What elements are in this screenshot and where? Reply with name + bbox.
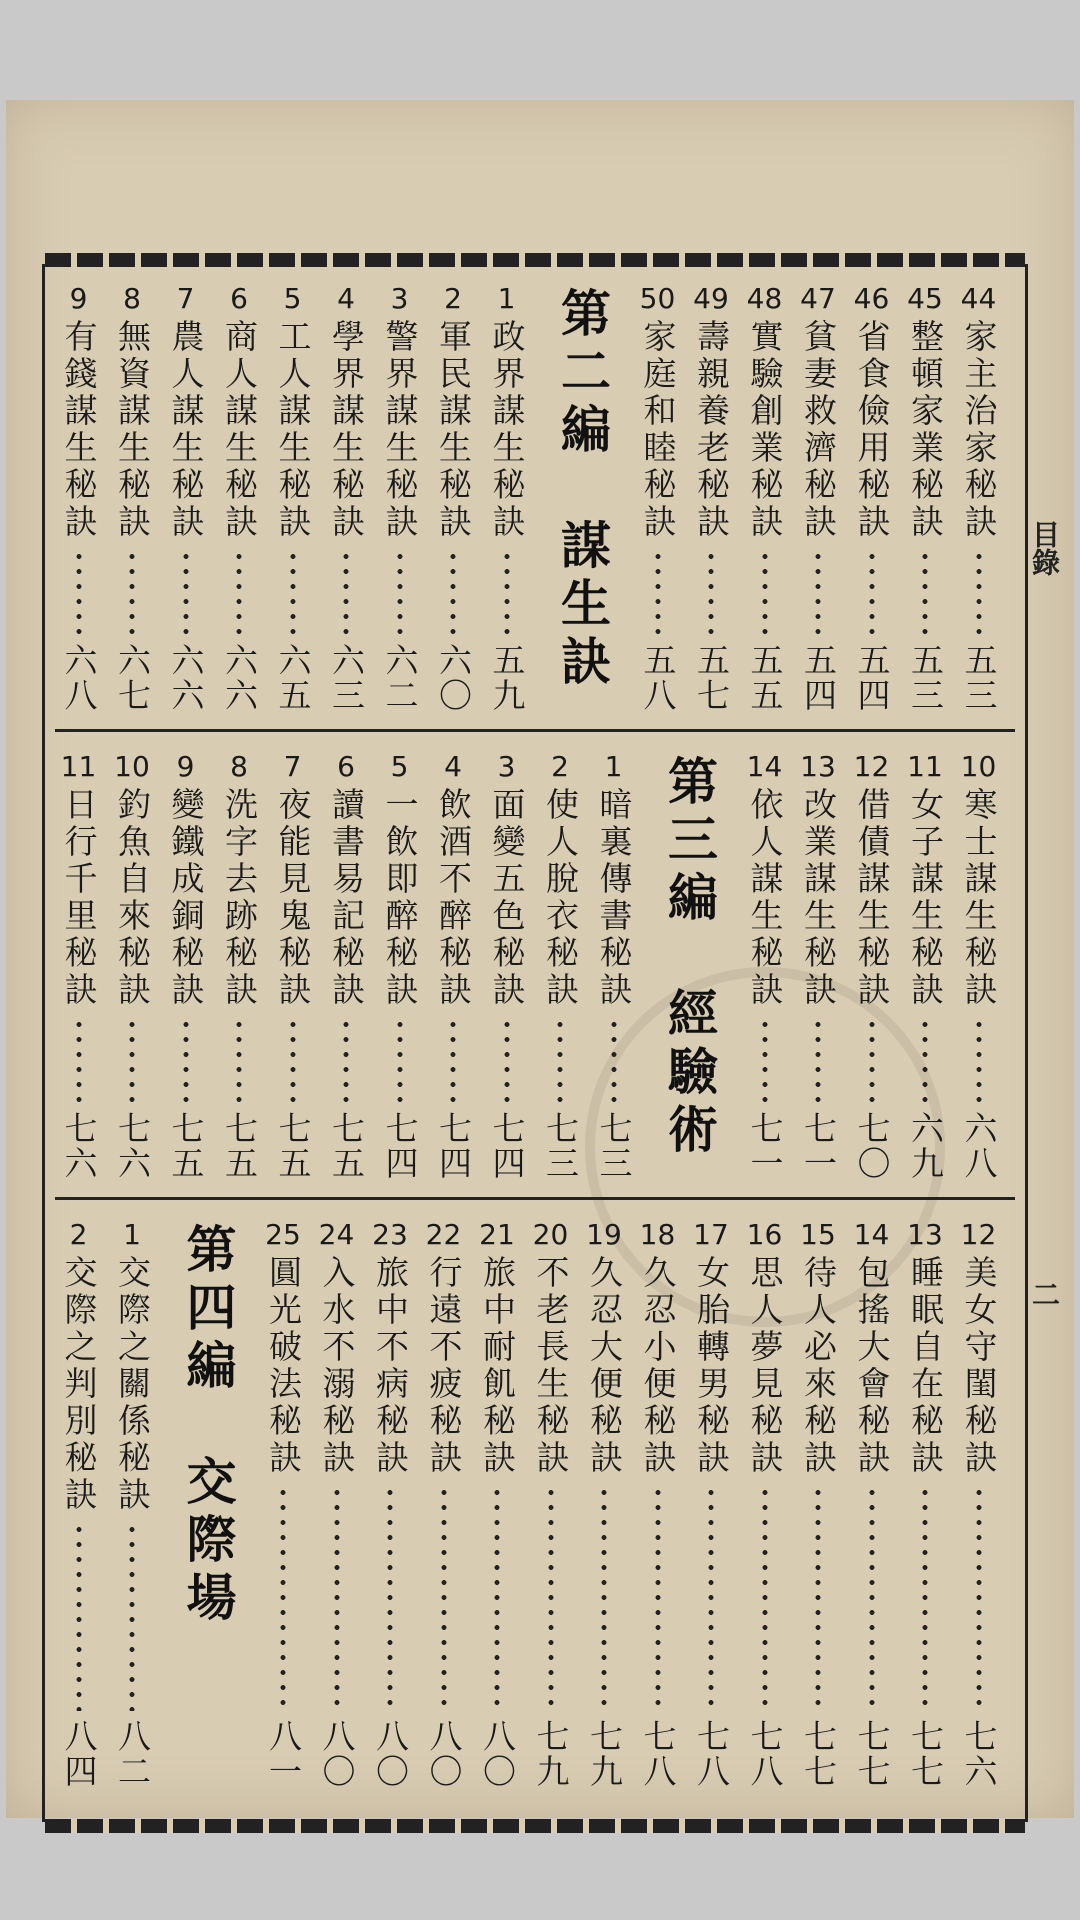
dot-leader [557, 1017, 563, 1103]
entry-number: 12 [960, 1218, 997, 1251]
dot-leader [922, 1485, 928, 1711]
dot-leader [762, 549, 768, 635]
contents-entry [428, 749, 478, 1181]
dot-leader [976, 549, 982, 635]
entry-page: 七四 [487, 1111, 527, 1181]
entry-number: 21 [479, 1218, 515, 1251]
section-heading: 第四編 交際場 [178, 1223, 238, 1629]
section-heading: 第二編 謀生訣 [553, 287, 612, 693]
dot-leader [922, 1017, 928, 1103]
entry-number: 9 [69, 282, 88, 315]
divider [55, 1197, 1015, 1200]
entry-page: 七七 [906, 1719, 945, 1789]
entry-page: 六八 [59, 643, 99, 713]
entry-number: 1 [604, 750, 623, 783]
entry-page: 八二 [113, 1719, 152, 1789]
contents-entry [900, 281, 950, 713]
dot-leader [236, 1017, 242, 1103]
entry-number: 50 [639, 282, 676, 315]
entry-number: 25 [265, 1218, 301, 1251]
entry-number: 18 [639, 1218, 676, 1251]
dot-leader [708, 1485, 714, 1711]
entry-number: 7 [176, 282, 195, 315]
entry-title: 工人謀生秘訣 [273, 319, 313, 541]
entry-page: 六七 [113, 643, 152, 713]
entry-title: 改業謀生秘訣 [799, 787, 838, 1009]
entry-number: 16 [746, 1218, 783, 1251]
entry-number: 4 [444, 750, 462, 783]
book-page [6, 100, 1074, 1818]
contents-entry [472, 1217, 522, 1789]
entry-title: 交際之判別秘訣 [59, 1255, 99, 1514]
entry-page: 七一 [745, 1111, 785, 1181]
contents-entry [268, 281, 318, 713]
entry-title: 暗裏傳書秘訣 [594, 787, 634, 1009]
dot-leader [290, 1017, 296, 1103]
contents-entry [589, 749, 639, 1181]
entry-title: 省食儉用秘訣 [852, 319, 892, 541]
entry-number: 11 [60, 750, 97, 783]
contents-entry [954, 749, 1004, 1181]
contents-band-1 [45, 267, 1025, 727]
contents-entry [740, 281, 790, 713]
contents-entry [535, 749, 585, 1181]
entry-title: 面變五色秘訣 [487, 787, 527, 1009]
entry-title: 無資謀生秘訣 [113, 319, 152, 541]
dot-leader [548, 1485, 554, 1711]
dot-leader [183, 549, 189, 635]
entry-title: 軍民謀生秘訣 [434, 319, 473, 541]
entry-page: 七三 [594, 1111, 634, 1181]
entry-page: 六八 [959, 1111, 999, 1181]
entry-page: 六二 [380, 643, 420, 713]
dot-leader [387, 1485, 393, 1711]
entry-page: 七四 [380, 1111, 420, 1181]
entry-page: 五七 [692, 643, 731, 713]
contents-entry [161, 749, 211, 1181]
entry-number: 2 [69, 1218, 88, 1251]
entry-number: 5 [283, 282, 302, 315]
entry-page: 七五 [327, 1111, 366, 1181]
dot-leader [397, 1017, 403, 1103]
contents-entry [482, 281, 532, 713]
contents-entry [793, 1217, 843, 1789]
entry-page: 六六 [166, 643, 206, 713]
entry-number: 9 [176, 750, 195, 783]
entry-title: 交際之關係秘訣 [113, 1255, 152, 1514]
running-header: 目錄 [1028, 520, 1061, 576]
dot-leader [183, 1017, 189, 1103]
dot-leader [815, 1485, 821, 1711]
contents-entry [633, 1217, 683, 1789]
ornamental-border-bottom [45, 1819, 1025, 1833]
dot-leader [343, 1017, 349, 1103]
entry-page: 六〇 [434, 643, 473, 713]
entry-page: 七九 [531, 1719, 571, 1789]
dot-leader [397, 549, 403, 635]
entry-title: 美女守閨秘訣 [959, 1255, 999, 1477]
entry-number: 49 [693, 282, 729, 315]
entry-page: 七八 [692, 1719, 731, 1789]
contents-entry [526, 1217, 576, 1789]
entry-page: 七〇 [852, 1111, 892, 1181]
entry-number: 4 [337, 282, 355, 315]
contents-entry [686, 281, 736, 713]
entry-page: 六五 [273, 643, 313, 713]
contents-entry [428, 281, 478, 713]
dot-leader [922, 549, 928, 635]
entry-number: 12 [853, 750, 890, 783]
entry-title: 學界謀生秘訣 [327, 319, 366, 541]
entry-number: 6 [337, 750, 355, 783]
dot-leader [869, 1485, 875, 1711]
entry-page: 六三 [327, 643, 366, 713]
contents-entry [954, 1217, 1004, 1789]
entry-title: 圓光破法秘訣 [264, 1255, 303, 1477]
dot-leader [76, 1522, 82, 1711]
entry-number: 5 [390, 750, 409, 783]
contents-entry [107, 281, 157, 713]
dot-leader [76, 1017, 82, 1103]
contents-entry [740, 1217, 790, 1789]
entry-page: 七八 [638, 1719, 678, 1789]
entry-title: 洗字去跡秘訣 [220, 787, 259, 1009]
entry-number: 46 [853, 282, 890, 315]
entry-title: 不老長生秘訣 [531, 1255, 571, 1477]
contents-entry [686, 1217, 736, 1789]
entry-title: 警界謀生秘訣 [380, 319, 420, 541]
entry-number: 2 [444, 282, 462, 315]
contents-entry [793, 281, 843, 713]
entry-number: 14 [746, 750, 783, 783]
contents-entry [847, 281, 897, 713]
entry-number: 15 [800, 1218, 836, 1251]
entry-number: 3 [497, 750, 516, 783]
dot-leader [869, 1017, 875, 1103]
contents-entry [321, 749, 371, 1181]
contents-entry [419, 1217, 469, 1789]
dot-leader [343, 549, 349, 635]
dot-leader [450, 549, 456, 635]
entry-title: 整頓家業秘訣 [906, 319, 945, 541]
entry-number: 14 [853, 1218, 890, 1251]
entry-number: 1 [123, 1218, 141, 1251]
entry-title: 實驗創業秘訣 [745, 319, 785, 541]
entry-title: 夜能見鬼秘訣 [273, 787, 313, 1009]
dot-leader [655, 1485, 661, 1711]
contents-entry [161, 281, 211, 713]
entry-number: 19 [586, 1218, 622, 1251]
entry-number: 45 [907, 282, 943, 315]
contents-entry [847, 749, 897, 1181]
entry-title: 家庭和睦秘訣 [638, 319, 678, 541]
entry-number: 13 [800, 750, 836, 783]
contents-entry [258, 1217, 308, 1789]
entry-page: 七九 [585, 1719, 624, 1789]
contents-entry [900, 1217, 950, 1789]
contents-frame [42, 264, 1028, 1822]
entry-title: 久忍小便秘訣 [638, 1255, 678, 1477]
contents-entry [847, 1217, 897, 1789]
dot-leader [601, 1485, 607, 1711]
entry-page: 七一 [799, 1111, 838, 1181]
entry-number: 17 [693, 1218, 729, 1251]
dot-leader [504, 1017, 510, 1103]
entry-title: 依人謀生秘訣 [745, 787, 785, 1009]
dot-leader [976, 1485, 982, 1711]
dot-leader [815, 549, 821, 635]
entry-page: 八〇 [371, 1719, 410, 1789]
entry-title: 飲酒不醉秘訣 [434, 787, 473, 1009]
dot-leader [450, 1017, 456, 1103]
entry-number: 11 [907, 750, 943, 783]
entry-title: 讀書易記秘訣 [327, 787, 366, 1009]
dot-leader [869, 549, 875, 635]
contents-entry [54, 281, 104, 713]
entry-page: 七七 [852, 1719, 892, 1789]
entry-title: 待人必來秘訣 [799, 1255, 838, 1477]
entry-page: 七六 [959, 1719, 999, 1789]
entry-title: 日行千里秘訣 [59, 787, 99, 1009]
dot-leader [280, 1485, 286, 1711]
entry-title: 久忍大便秘訣 [585, 1255, 624, 1477]
entry-page: 五四 [799, 643, 838, 713]
entry-page: 六六 [220, 643, 259, 713]
entry-number: 13 [907, 1218, 943, 1251]
entry-title: 思人夢見秘訣 [745, 1255, 785, 1477]
entry-title: 有錢謀生秘訣 [59, 319, 99, 541]
dot-leader [504, 549, 510, 635]
entry-title: 女胎轉男秘訣 [692, 1255, 731, 1477]
contents-entry [740, 749, 790, 1181]
contents-entry [365, 1217, 415, 1789]
entry-number: 24 [318, 1218, 355, 1251]
contents-entry [482, 749, 532, 1181]
contents-entry [107, 749, 157, 1181]
contents-entry [375, 749, 425, 1181]
entry-title: 農人謀生秘訣 [166, 319, 206, 541]
entry-page: 五四 [852, 643, 892, 713]
entry-number: 20 [532, 1218, 569, 1251]
entry-number: 44 [960, 282, 997, 315]
entry-page: 七六 [59, 1111, 99, 1181]
entry-number: 8 [230, 750, 248, 783]
entry-number: 8 [123, 282, 141, 315]
entry-number: 48 [746, 282, 783, 315]
dot-leader [815, 1017, 821, 1103]
entry-number: 7 [283, 750, 302, 783]
entry-page: 五三 [906, 643, 945, 713]
entry-title: 變鐵成銅秘訣 [166, 787, 206, 1009]
entry-title: 一飲即醉秘訣 [380, 787, 420, 1009]
entry-number: 47 [800, 282, 836, 315]
dot-leader [611, 1017, 617, 1103]
entry-title: 寒士謀生秘訣 [959, 787, 999, 1009]
dot-leader [441, 1485, 447, 1711]
entry-number: 22 [425, 1218, 462, 1251]
entry-title: 入水不溺秘訣 [317, 1255, 357, 1477]
entry-number: 23 [372, 1218, 408, 1251]
entry-page: 七四 [434, 1111, 473, 1181]
entry-page: 七五 [166, 1111, 206, 1181]
entry-title: 包搖大會秘訣 [852, 1255, 892, 1477]
dot-leader [655, 549, 661, 635]
contents-entry [312, 1217, 362, 1789]
contents-entry [900, 749, 950, 1181]
entry-number: 6 [230, 282, 248, 315]
dot-leader [762, 1485, 768, 1711]
entry-page: 八〇 [317, 1719, 357, 1789]
dot-leader [76, 549, 82, 635]
entry-page: 六九 [906, 1111, 945, 1181]
entry-title: 家主治家秘訣 [959, 319, 999, 541]
entry-title: 旅中耐飢秘訣 [478, 1255, 517, 1477]
contents-band-2 [45, 735, 1025, 1195]
entry-page: 五五 [745, 643, 785, 713]
entry-number: 2 [551, 750, 569, 783]
contents-entry [268, 749, 318, 1181]
entry-page: 七五 [273, 1111, 313, 1181]
entry-title: 壽親養老秘訣 [692, 319, 731, 541]
contents-entry [54, 1217, 104, 1789]
contents-entry [375, 281, 425, 713]
entry-title: 商人謀生秘訣 [220, 319, 259, 541]
dot-leader [494, 1485, 500, 1711]
dot-leader [708, 549, 714, 635]
contents-entry [214, 749, 264, 1181]
entry-title: 睡眠自在秘訣 [906, 1255, 945, 1477]
contents-entry [793, 749, 843, 1181]
contents-entry [579, 1217, 629, 1789]
contents-band-3 [45, 1203, 1025, 1803]
dot-leader [976, 1017, 982, 1103]
entry-title: 旅中不病秘訣 [371, 1255, 410, 1477]
dot-leader [129, 1017, 135, 1103]
contents-entry [54, 749, 104, 1181]
contents-entry [954, 281, 1004, 713]
entry-number: 1 [497, 282, 516, 315]
entry-title: 政界謀生秘訣 [487, 319, 527, 541]
divider [55, 729, 1015, 732]
dot-leader [762, 1017, 768, 1103]
entry-page: 五三 [959, 643, 999, 713]
entry-title: 行遠不疲秘訣 [424, 1255, 464, 1477]
contents-entry [107, 1217, 157, 1789]
dot-leader [290, 549, 296, 635]
entry-title: 女子謀生秘訣 [906, 787, 945, 1009]
entry-page: 七八 [745, 1719, 785, 1789]
entry-page: 八一 [264, 1719, 303, 1789]
entry-number: 10 [960, 750, 997, 783]
entry-page: 五九 [487, 643, 527, 713]
entry-page: 七六 [113, 1111, 152, 1181]
entry-title: 釣魚自來秘訣 [113, 787, 152, 1009]
contents-entry [633, 281, 683, 713]
entry-title: 使人脫衣秘訣 [541, 787, 580, 1009]
page-number: 二 [1028, 1280, 1061, 1308]
entry-title: 借債謀生秘訣 [852, 787, 892, 1009]
contents-entry [321, 281, 371, 713]
dot-leader [236, 549, 242, 635]
entry-number: 10 [114, 750, 150, 783]
entry-page: 八〇 [478, 1719, 517, 1789]
entry-page: 八〇 [424, 1719, 464, 1789]
contents-entry [214, 281, 264, 713]
entry-page: 八四 [59, 1719, 99, 1789]
entry-page: 七七 [799, 1719, 838, 1789]
dot-leader [129, 549, 135, 635]
section-heading: 第三編 經驗術 [660, 755, 719, 1161]
entry-number: 3 [390, 282, 409, 315]
entry-page: 五八 [638, 643, 678, 713]
entry-page: 七五 [220, 1111, 259, 1181]
dot-leader [334, 1485, 340, 1711]
entry-title: 貧妻救濟秘訣 [799, 319, 838, 541]
ornamental-border-top [45, 253, 1025, 267]
entry-page: 七三 [541, 1111, 580, 1181]
dot-leader [129, 1522, 135, 1711]
